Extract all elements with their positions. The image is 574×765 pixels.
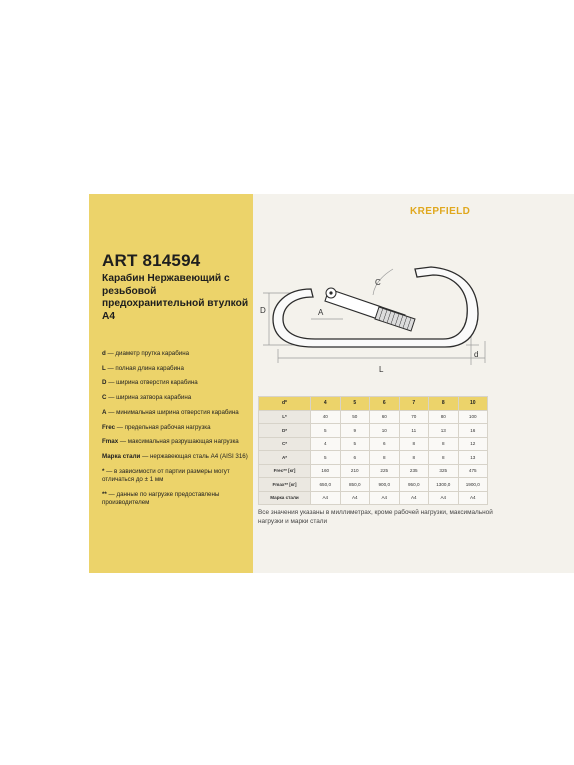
table-cell: 11 xyxy=(399,424,429,438)
definition-item: * — в зависимости от партии размеры могут отличаться до ± 1 мм xyxy=(102,467,230,484)
table-cell: 6 xyxy=(370,437,400,451)
table-cell: 70 xyxy=(399,410,429,424)
table-cell: 13 xyxy=(458,451,488,465)
dimension-label-d-lower: d xyxy=(474,350,479,359)
table-cell: 8 xyxy=(429,437,459,451)
definition-item: d — диаметр прутка карабина xyxy=(102,350,190,357)
table-cell: 60 xyxy=(370,410,400,424)
row-label: Fmax** [кг] xyxy=(259,478,311,492)
table-cell: А4 xyxy=(429,491,459,505)
table-cell: 50 xyxy=(340,410,370,424)
row-label: C* xyxy=(259,437,311,451)
units-note: Все значения указаны в миллиметрах, кроме рабочей нагрузки, максимальной нагрузки и марки стали xyxy=(258,509,493,525)
table-cell: 80 xyxy=(429,410,459,424)
table-cell: 950,0 xyxy=(399,478,429,492)
table-header-cell: d* xyxy=(259,397,311,411)
definition-item: Марка стали — нержавеющая сталь А4 (AISI 316) xyxy=(102,452,248,460)
definition-item: Fmax — максимальная разрушающая нагрузка xyxy=(102,438,239,446)
table-row xyxy=(259,464,488,478)
dimension-label-c: C xyxy=(375,278,381,287)
table-row xyxy=(259,491,488,505)
table-row xyxy=(259,410,488,424)
table-cell: 325 xyxy=(429,464,459,478)
table-header-cell: 8 xyxy=(429,397,459,411)
brand-logo: KREPFIELD xyxy=(410,206,471,217)
dimension-label-d-upper: D xyxy=(260,306,266,315)
table-cell: 210 xyxy=(340,464,370,478)
table-cell: 235 xyxy=(399,464,429,478)
table-header-cell: 4 xyxy=(311,397,341,411)
table-cell: 5 xyxy=(311,424,341,438)
definition-item: A — минимальная ширина отверстия карабина xyxy=(102,408,239,416)
table-cell: 12 xyxy=(458,437,488,451)
table-cell: 475 xyxy=(458,464,488,478)
table-cell: А4 xyxy=(399,491,429,505)
carabiner-diagram xyxy=(255,245,490,380)
definition-item: Frec — предельная рабочая нагрузка xyxy=(102,423,211,431)
dimension-label-l: L xyxy=(379,365,384,374)
table-cell: 8 xyxy=(429,451,459,465)
table-cell: 225 xyxy=(370,464,400,478)
table-cell: 1900,0 xyxy=(458,478,488,492)
table-cell: 13 xyxy=(429,424,459,438)
table-row xyxy=(259,437,488,451)
specifications-table xyxy=(258,396,488,505)
table-header-row xyxy=(259,397,488,411)
table-cell: 5 xyxy=(311,451,341,465)
table-cell: А4 xyxy=(370,491,400,505)
table-cell: 8 xyxy=(370,451,400,465)
definition-item: D — ширина отверстия карабина xyxy=(102,379,198,387)
table-cell: 1300,0 xyxy=(429,478,459,492)
table-header-cell: 6 xyxy=(370,397,400,411)
table-cell: 10 xyxy=(370,424,400,438)
dimension-label-a: A xyxy=(318,308,324,317)
table-cell: 900,0 xyxy=(370,478,400,492)
table-cell: А4 xyxy=(458,491,488,505)
table-header-cell: 10 xyxy=(458,397,488,411)
table-cell: 8 xyxy=(399,437,429,451)
threaded-sleeve xyxy=(325,288,415,331)
table-cell: 850,0 xyxy=(340,478,370,492)
table-cell: 40 xyxy=(311,410,341,424)
definition-item: L — полная длина карабина xyxy=(102,364,184,372)
definition-item: C — ширина затвора карабина xyxy=(102,394,192,402)
definition-item: ** — данные по нагрузке предоставлены производителем xyxy=(102,490,220,507)
definitions-list xyxy=(102,350,250,514)
table-cell: 4 xyxy=(311,437,341,451)
product-title: Карабин Нержавеющий с резьбовой предохранительной втулкой А4 xyxy=(102,273,249,322)
table-row xyxy=(259,424,488,438)
row-label: L* xyxy=(259,410,311,424)
row-label: Марка стали xyxy=(259,491,311,505)
table-row xyxy=(259,478,488,492)
row-label: A* xyxy=(259,451,311,465)
table-cell: А4 xyxy=(340,491,370,505)
table-cell: 6 xyxy=(340,451,370,465)
table-cell: 650,0 xyxy=(311,478,341,492)
table-cell: А4 xyxy=(311,491,341,505)
table-cell: 100 xyxy=(458,410,488,424)
table-cell: 160 xyxy=(311,464,341,478)
table-row xyxy=(259,451,488,465)
table-cell: 8 xyxy=(399,451,429,465)
table-header-cell: 5 xyxy=(340,397,370,411)
table-cell: 16 xyxy=(458,424,488,438)
table-cell: 9 xyxy=(340,424,370,438)
row-label: Frec** [кг] xyxy=(259,464,311,478)
table-cell: 5 xyxy=(340,437,370,451)
article-number: ART 814594 xyxy=(102,251,201,270)
table-header-cell: 7 xyxy=(399,397,429,411)
row-label: D* xyxy=(259,424,311,438)
